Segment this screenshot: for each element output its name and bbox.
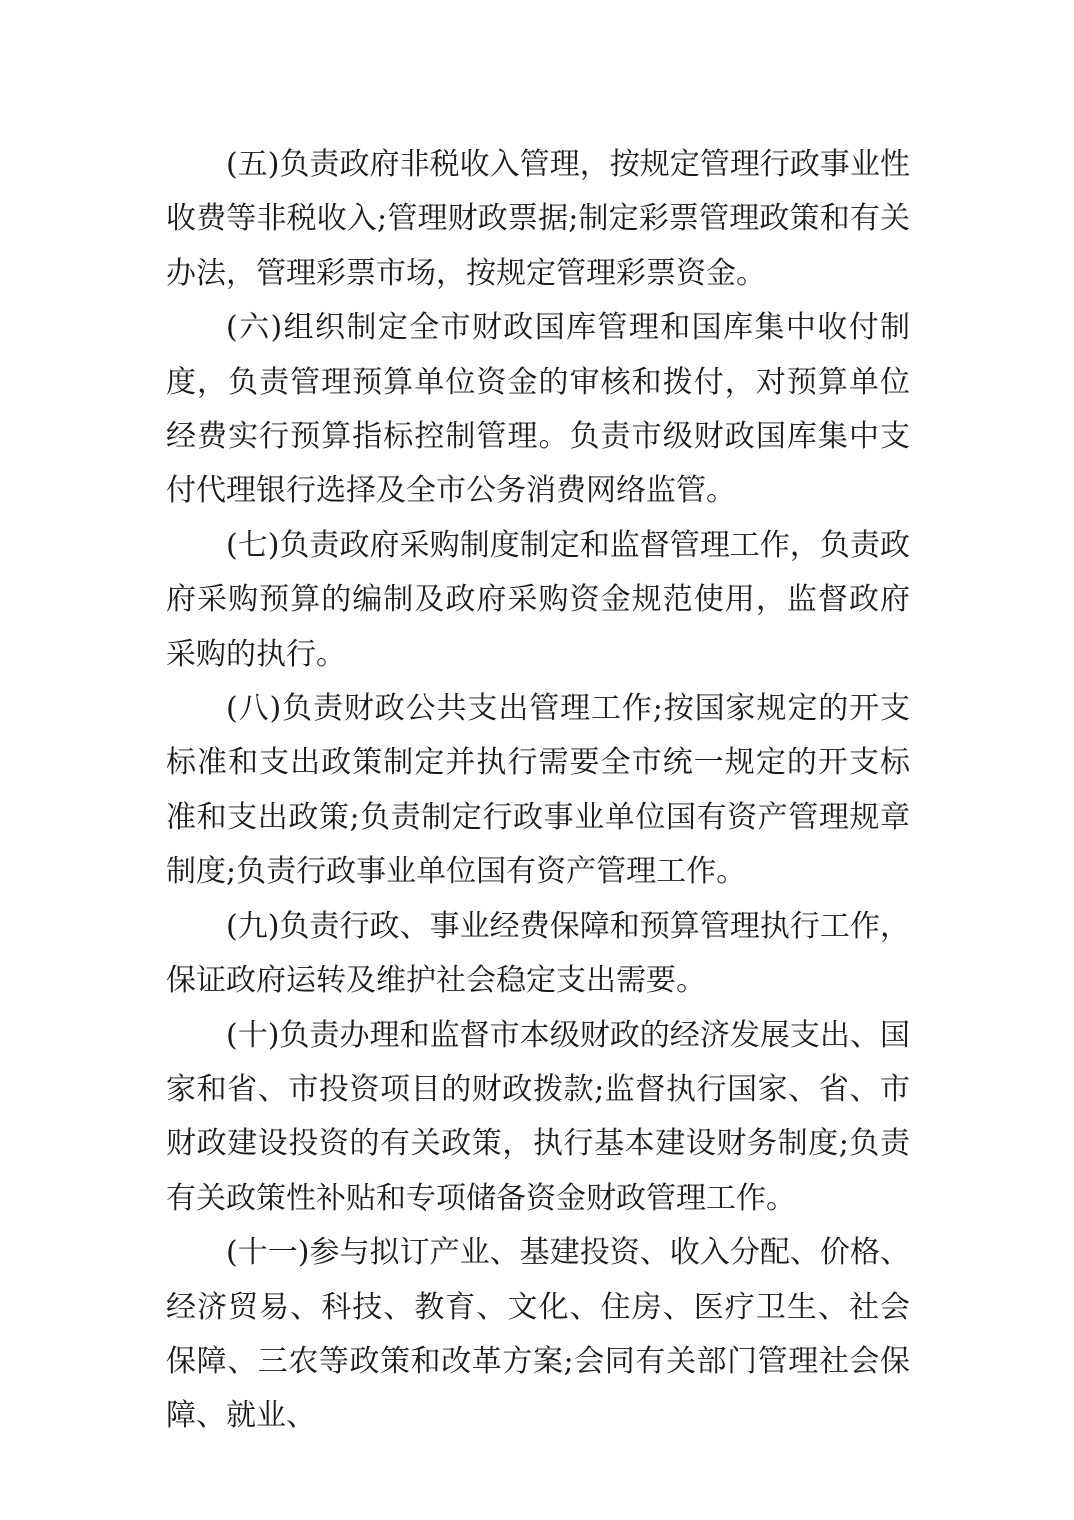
paragraph-7: (七)负责政府采购制度制定和监督管理工作，负责政府采购预算的编制及政府采购资金规范使用，监督政府采购的执行。: [166, 527, 910, 672]
paragraph-9: (九)负责行政、事业经费保障和预算管理执行工作，保证政府运转及维护社会稳定支出需要。: [166, 908, 910, 999]
paragraph-5: (五)负责政府非税收入管理，按规定管理行政事业性收费等非税收入;管理财政票据;制定彩票管理政策和有关办法，管理彩票市场，按规定管理彩票资金。: [166, 147, 910, 291]
paragraph-11: (十一)参与拟订产业、基建投资、收入分配、价格、经济贸易、科技、教育、文化、住房、医疗卫生、社会保障、三农等政策和改革方案;会同有关部门管理社会保障、就业、: [166, 1235, 910, 1434]
paragraph-8: (八)负责财政公共支出管理工作;按国家规定的开支标准和支出政策制定并执行需要全市统一规定的开支标准和支出政策;负责制定行政事业单位国有资产管理规章制度;负责行政事业单位国有资产管理工作。: [166, 691, 910, 890]
document-body: [166, 138, 910, 1444]
paragraph-10: (十)负责办理和监督市本级财政的经济发展支出、国家和省、市投资项目的财政拨款;监督执行国家、省、市财政建设投资的有关政策，执行基本建设财务制度;负责有关政策性补贴和专项储备资金财政管理工作。: [166, 1017, 910, 1216]
paragraph-6: (六)组织制定全市财政国库管理和国库集中收付制度，负责管理预算单位资金的审核和拨付，对预算单位经费实行预算指标控制管理。负责市级财政国库集中支付代理银行选择及全市公务消费网络监管。: [166, 310, 910, 509]
